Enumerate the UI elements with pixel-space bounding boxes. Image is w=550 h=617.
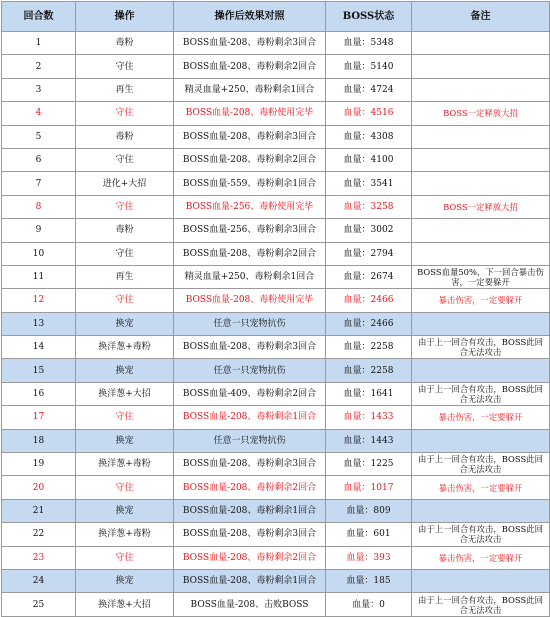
table-row (2, 569, 550, 592)
cell-boss-status: 血量：4516 (326, 102, 412, 125)
cell-round: 17 (2, 406, 76, 429)
cell-boss-status: 血量：1641 (326, 382, 412, 405)
cell-effect: BOSS血量-208、毒粉剩余2回合 (174, 148, 326, 171)
cell-note: 暴击伤害，一定要躲开 (412, 289, 550, 312)
cell-note: 暴击伤害，一定要躲开 (412, 476, 550, 499)
table-row (2, 55, 550, 78)
cell-action: 守住 (76, 102, 174, 125)
cell-action: 换宠 (76, 429, 174, 452)
cell-round: 5 (2, 125, 76, 148)
table-row (2, 172, 550, 195)
cell-effect: BOSS血量-208、毒粉剩余2回合 (174, 242, 326, 265)
cell-effect: BOSS血量-208、毒粉剩余3回合 (174, 125, 326, 148)
cell-note: 由于上一回合有攻击，BOSS此回合无法攻击 (412, 523, 550, 546)
cell-note (412, 499, 550, 522)
cell-note (412, 312, 550, 335)
cell-boss-status: 血量：2258 (326, 359, 412, 382)
cell-boss-status: 血量：4308 (326, 125, 412, 148)
cell-round: 6 (2, 148, 76, 171)
cell-round: 8 (2, 195, 76, 218)
cell-round: 20 (2, 476, 76, 499)
table-row (2, 195, 550, 218)
cell-effect: BOSS血量-208、毒粉剩余3回合 (174, 523, 326, 546)
cell-effect: BOSS血量-208、毒粉剩余3回合 (174, 32, 326, 55)
cell-round: 9 (2, 219, 76, 242)
cell-round: 12 (2, 289, 76, 312)
cell-effect: BOSS血量-208、毒粉使用完毕 (174, 289, 326, 312)
cell-boss-status: 血量：2794 (326, 242, 412, 265)
cell-effect: 精灵血量+250、毒粉剩余1回合 (174, 78, 326, 101)
cell-boss-status: 血量：5348 (326, 32, 412, 55)
cell-note (412, 78, 550, 101)
cell-boss-status: 血量：393 (326, 546, 412, 569)
cell-round: 18 (2, 429, 76, 452)
cell-boss-status: 血量：1443 (326, 429, 412, 452)
cell-boss-status: 血量：809 (326, 499, 412, 522)
cell-action: 守住 (76, 148, 174, 171)
table-row (2, 429, 550, 452)
cell-effect: BOSS血量-208、毒粉使用完毕 (174, 102, 326, 125)
cell-round: 3 (2, 78, 76, 101)
cell-effect: BOSS血量-208、毒粉剩余2回合 (174, 546, 326, 569)
cell-action: 换洋葱+毒粉 (76, 336, 174, 359)
cell-round: 22 (2, 523, 76, 546)
cell-boss-status: 血量：2466 (326, 289, 412, 312)
cell-round: 19 (2, 453, 76, 476)
cell-action: 守住 (76, 476, 174, 499)
cell-round: 21 (2, 499, 76, 522)
cell-round: 7 (2, 172, 76, 195)
cell-note (412, 242, 550, 265)
cell-note: 暴击伤害，一定要躲开 (412, 546, 550, 569)
cell-note (412, 125, 550, 148)
cell-boss-status: 血量：601 (326, 523, 412, 546)
cell-note: 由于上一回合有攻击，BOSS此回合无法攻击 (412, 453, 550, 476)
cell-round: 15 (2, 359, 76, 382)
cell-action: 换洋葱+大招 (76, 593, 174, 616)
cell-round: 2 (2, 55, 76, 78)
cell-round: 11 (2, 265, 76, 288)
cell-action: 守住 (76, 289, 174, 312)
cell-effect: BOSS血量-208、毒粉剩余3回合 (174, 453, 326, 476)
table-row (2, 78, 550, 101)
cell-action: 再生 (76, 78, 174, 101)
cell-boss-status: 血量：185 (326, 569, 412, 592)
cell-note (412, 219, 550, 242)
cell-effect: BOSS血量-208、击败BOSS (174, 593, 326, 616)
cell-effect: BOSS血量-409、毒粉剩余2回合 (174, 382, 326, 405)
cell-note: 由于上一回合有攻击，BOSS此回合无法攻击 (412, 593, 550, 616)
cell-round: 23 (2, 546, 76, 569)
cell-effect: BOSS血量-208、毒粉剩余1回合 (174, 499, 326, 522)
table-row (2, 453, 550, 476)
cell-boss-status: 血量：2258 (326, 336, 412, 359)
cell-round: 10 (2, 242, 76, 265)
cell-action: 守住 (76, 195, 174, 218)
cell-effect: 任意一只宠物抗伤 (174, 359, 326, 382)
cell-round: 16 (2, 382, 76, 405)
cell-effect: 任意一只宠物抗伤 (174, 429, 326, 452)
cell-action: 换宠 (76, 359, 174, 382)
cell-round: 13 (2, 312, 76, 335)
table-row (2, 148, 550, 171)
header-boss-status: BOSS状态 (326, 2, 412, 32)
cell-action: 毒粉 (76, 125, 174, 148)
cell-note (412, 55, 550, 78)
cell-effect: BOSS血量-208、毒粉剩余1回合 (174, 569, 326, 592)
cell-boss-status: 血量：1017 (326, 476, 412, 499)
table-row (2, 219, 550, 242)
cell-boss-status: 血量：4724 (326, 78, 412, 101)
cell-effect: BOSS血量-256、毒粉使用完毕 (174, 195, 326, 218)
cell-effect: BOSS血量-559、毒粉剩余1回合 (174, 172, 326, 195)
table-row (2, 406, 550, 429)
cell-action: 守住 (76, 242, 174, 265)
cell-note: 由于上一回合有攻击，BOSS此回合无法攻击 (412, 336, 550, 359)
cell-action: 守住 (76, 406, 174, 429)
cell-action: 毒粉 (76, 32, 174, 55)
cell-note: 由于上一回合有攻击，BOSS此回合无法攻击 (412, 382, 550, 405)
table-row (2, 382, 550, 405)
cell-boss-status: 血量：1225 (326, 453, 412, 476)
header-row (2, 2, 550, 32)
cell-round: 25 (2, 593, 76, 616)
cell-boss-status: 血量：2466 (326, 312, 412, 335)
table-row (2, 32, 550, 55)
header-round: 回合数 (2, 2, 76, 32)
cell-note (412, 32, 550, 55)
cell-note (412, 429, 550, 452)
cell-action: 换洋葱+大招 (76, 382, 174, 405)
cell-action: 换洋葱+毒粉 (76, 523, 174, 546)
cell-action: 换宠 (76, 312, 174, 335)
battle-strategy-table (1, 1, 550, 617)
table-row (2, 336, 550, 359)
cell-round: 24 (2, 569, 76, 592)
table-row (2, 312, 550, 335)
cell-effect: 任意一只宠物抗伤 (174, 312, 326, 335)
header-note: 备注 (412, 2, 550, 32)
cell-action: 进化+大招 (76, 172, 174, 195)
cell-boss-status: 血量：3541 (326, 172, 412, 195)
cell-effect: BOSS血量-208、毒粉剩余2回合 (174, 476, 326, 499)
cell-note: 暴击伤害，一定要躲开 (412, 406, 550, 429)
cell-note (412, 172, 550, 195)
table-row (2, 499, 550, 522)
cell-action: 再生 (76, 265, 174, 288)
cell-effect: BOSS血量-256、毒粉剩余3回合 (174, 219, 326, 242)
table-row (2, 523, 550, 546)
cell-note: BOSS一定释放大招 (412, 195, 550, 218)
cell-boss-status: 血量：3002 (326, 219, 412, 242)
cell-round: 14 (2, 336, 76, 359)
cell-note (412, 148, 550, 171)
table-row (2, 476, 550, 499)
cell-boss-status: 血量：3258 (326, 195, 412, 218)
cell-round: 1 (2, 32, 76, 55)
cell-boss-status: 血量：2674 (326, 265, 412, 288)
table-row (2, 242, 550, 265)
table-row (2, 102, 550, 125)
cell-effect: BOSS血量-208、毒粉剩余1回合 (174, 406, 326, 429)
cell-boss-status: 血量：0 (326, 593, 412, 616)
cell-action: 换洋葱+毒粉 (76, 453, 174, 476)
cell-action: 守住 (76, 55, 174, 78)
cell-action: 守住 (76, 546, 174, 569)
cell-action: 换宠 (76, 569, 174, 592)
table-row (2, 289, 550, 312)
cell-boss-status: 血量：4100 (326, 148, 412, 171)
header-action: 操作 (76, 2, 174, 32)
table-row (2, 546, 550, 569)
table-row (2, 125, 550, 148)
table-row (2, 265, 550, 288)
table-row (2, 593, 550, 616)
cell-boss-status: 血量：1433 (326, 406, 412, 429)
cell-effect: 精灵血量+250、毒粉剩余1回合 (174, 265, 326, 288)
cell-boss-status: 血量：5140 (326, 55, 412, 78)
header-effect: 操作后效果对照 (174, 2, 326, 32)
cell-note: BOSS一定释放大招 (412, 102, 550, 125)
cell-note (412, 569, 550, 592)
cell-note: BOSS血量50%，下一回合暴击伤害，一定要躲开 (412, 265, 550, 288)
cell-effect: BOSS血量-208、毒粉剩余2回合 (174, 55, 326, 78)
cell-action: 毒粉 (76, 219, 174, 242)
cell-note (412, 359, 550, 382)
cell-effect: BOSS血量-208、毒粉剩余3回合 (174, 336, 326, 359)
cell-round: 4 (2, 102, 76, 125)
table-row (2, 359, 550, 382)
cell-action: 换宠 (76, 499, 174, 522)
